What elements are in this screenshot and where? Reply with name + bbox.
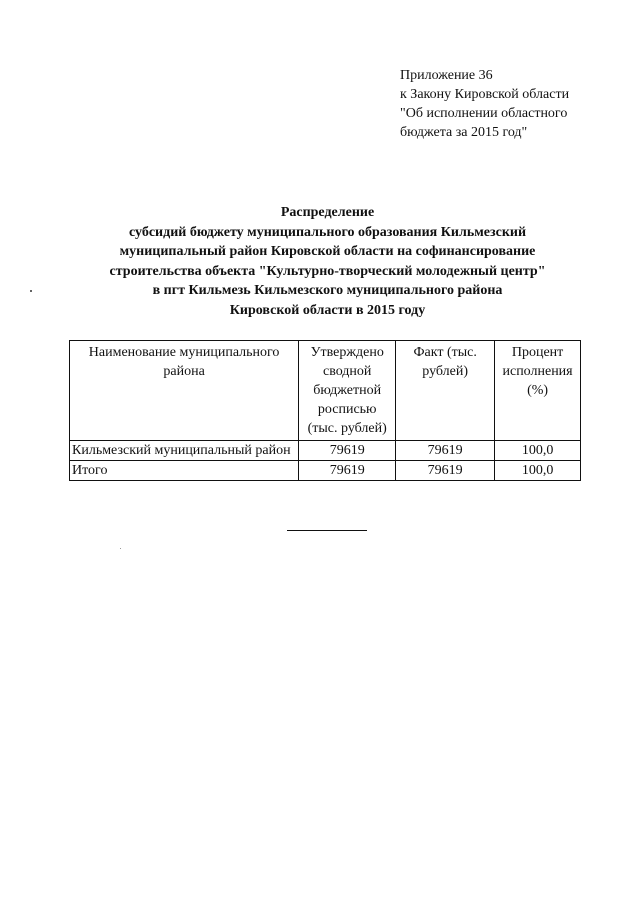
appendix-header [400, 66, 620, 142]
cell-total-actual: 79619 [396, 461, 495, 481]
cell-actual: 79619 [396, 441, 495, 461]
cell-district: Кильмезский муниципальный район [70, 441, 299, 461]
cell-percent: 100,0 [495, 441, 581, 461]
column-header-approved: Утверждено сводной бюджетной росписью (тыс. рублей) [299, 341, 396, 441]
header-line: Приложение 36 [400, 68, 493, 83]
cell-total-approved: 79619 [299, 461, 396, 481]
column-header-percent: Процент исполнения (%) [495, 341, 581, 441]
header-line: "Об исполнении областного [400, 106, 568, 121]
cell-total-label: Итого [70, 461, 299, 481]
table-header-row [70, 341, 581, 441]
title-line: в пгт Кильмезь Кильмезского муниципального района [152, 283, 503, 299]
column-header-district: Наименование муниципального района [70, 341, 299, 441]
header-line: к Закону Кировской области [400, 87, 570, 102]
table-row [70, 441, 581, 461]
title-line: Кировской области в 2015 году [229, 302, 426, 318]
title-line: субсидий бюджету муниципального образования Кильмезский [128, 224, 527, 240]
title-line: Распределение [280, 205, 375, 220]
title-line: муниципальный район Кировской области на софинансирование [119, 244, 536, 260]
cell-approved: 79619 [299, 441, 396, 461]
margin-speck [30, 290, 32, 292]
scan-speck [120, 548, 121, 549]
column-header-actual: Факт (тыс. рублей) [396, 341, 495, 441]
table-total-row [70, 461, 581, 481]
document-title [40, 203, 615, 321]
subsidy-table [69, 340, 581, 481]
end-divider [287, 530, 367, 531]
title-line: строительства объекта "Культурно-творческий молодежный центр" [109, 263, 546, 279]
cell-total-percent: 100,0 [495, 461, 581, 481]
header-line: бюджета за 2015 год" [400, 125, 528, 140]
